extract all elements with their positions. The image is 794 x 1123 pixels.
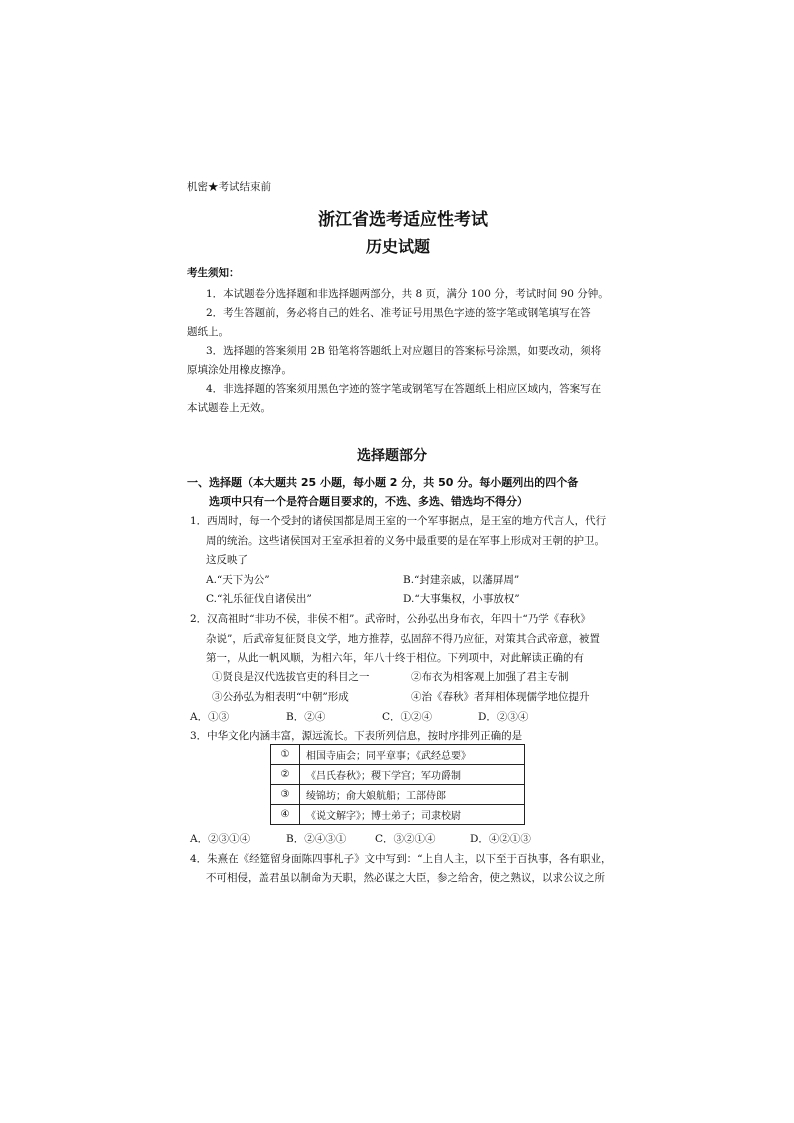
- table-row: [271, 765, 525, 785]
- q3-table: [270, 744, 525, 825]
- q3-option-b: B．②④③①: [286, 833, 347, 845]
- q1-stem: 这反映了: [206, 554, 248, 566]
- table-cell-num: ②: [271, 765, 300, 785]
- part-heading-line1: 一、选择题（本大题共 25 小题，每小题 2 分，共 50 分。每小题列出的四个备: [187, 476, 579, 489]
- q2-statement: ②布衣为相客观上加强了君主专制: [411, 671, 569, 683]
- notice-item: 题纸上。: [187, 326, 229, 338]
- notice-item: 本试题卷上无效。: [187, 402, 271, 414]
- q2-stem: 杂说”，后武帝复征贤良文学，地方推荐，弘固辞不得乃应征，对策其合武帝意，被置: [206, 633, 600, 645]
- q2-option-b: B．②④: [286, 711, 326, 723]
- q2-stem: 2．汉高祖时“非功不侯，非侯不相”。武帝时，公孙弘出身布衣，年四十“乃学《春秋》: [190, 613, 591, 625]
- q3-option-d: D．④②①③: [470, 833, 531, 845]
- q2-statement: ③公孙弘为相表明“中朝”形成: [212, 691, 349, 703]
- section-title: 选择题部分: [357, 448, 427, 464]
- exam-title: 浙江省选考适应性考试: [318, 210, 488, 230]
- q4-stem: 4．朱熹在《经筵留身面陈四事札子》文中写到：“上自人主，以下至于百执事，各有职业，: [190, 853, 612, 865]
- table-row: [271, 785, 525, 805]
- confidential-label: 机密★考试结束前: [187, 181, 271, 193]
- table-cell-content: 相国寺庙会；同平章事；《武经总要》: [300, 745, 525, 765]
- notice-item: 2．考生答题前，务必将自己的姓名、准考证号用黑色字迹的签字笔或钢笔填写在答: [206, 307, 591, 319]
- q2-option-a: A．①③: [190, 711, 230, 723]
- q3-option-c: C．③②①④: [375, 833, 436, 845]
- q1-option-a: A.“天下为公”: [206, 574, 270, 586]
- q1-option-d: D.“大事集权，小事放权”: [403, 593, 520, 605]
- notice-item: 3．选择题的答案须用 2B 铅笔将答题纸上对应题目的答案标号涂黑，如要改动，须将: [206, 345, 602, 357]
- q1-option-c: C.“礼乐征伐自诸侯出”: [206, 593, 312, 605]
- q3-stem: 3．中华文化内涵丰富，源远流长。下表所列信息，按时序排列正确的是: [190, 730, 523, 742]
- table-cell-num: ④: [271, 805, 300, 825]
- q2-statement: ④治《春秋》者拜相体现儒学地位提升: [411, 691, 590, 703]
- q2-option-c: C．①②④: [382, 711, 433, 723]
- notice-item: 1．本试题卷分选择题和非选择题两部分，共 8 页，满分 100 分，考试时间 90 分钟。: [206, 288, 609, 300]
- table-cell-num: ①: [271, 745, 300, 765]
- notice-item: 4．非选择题的答案须用黑色字迹的签字笔或钢笔写在答题纸上相应区域内，答案写在: [206, 383, 602, 395]
- q4-stem: 不可相侵，盖君虽以制命为天职，然必谋之大臣，参之给舍，使之熟议，以求公议之所: [206, 872, 605, 884]
- q1-stem: 周的统治。这些诸侯国对王室承担着的义务中最重要的是在军事上形成对王朝的护卫。: [206, 535, 605, 547]
- part-heading-line2: 选项中只有一个是符合题目要求的，不选、多选、错选均不得分）: [209, 495, 528, 508]
- table-row: [271, 745, 525, 765]
- table-row: [271, 805, 525, 825]
- table-cell-content: 绫锦坊；俞大娘航船；工部侍郎: [300, 785, 525, 805]
- q2-option-d: D．②③④: [478, 711, 529, 723]
- notice-heading: 考生须知：: [187, 267, 240, 279]
- table-cell-content: 《吕氏春秋》；稷下学宫；军功爵制: [300, 765, 525, 785]
- q3-option-a: A．②③①④: [190, 833, 251, 845]
- notice-item: 原填涂处用橡皮擦净。: [187, 364, 292, 376]
- q2-statement: ①贤良是汉代选拔官吏的科目之一: [212, 671, 370, 683]
- table-cell-content: 《说文解字》；博士弟子；司隶校尉: [300, 805, 525, 825]
- exam-subtitle: 历史试题: [366, 237, 431, 256]
- table-cell-num: ③: [271, 785, 300, 805]
- q1-option-b: B.“封建亲戚，以藩屏周”: [403, 574, 520, 586]
- q2-stem: 第一，从此一帆风顺，为相六年，年八十终于相位。下列项中，对此解读正确的有: [206, 652, 584, 664]
- q1-stem: 1．西周时，每一个受封的诸侯国都是周王室的一个军事据点，是王室的地方代言人，代行: [190, 515, 607, 527]
